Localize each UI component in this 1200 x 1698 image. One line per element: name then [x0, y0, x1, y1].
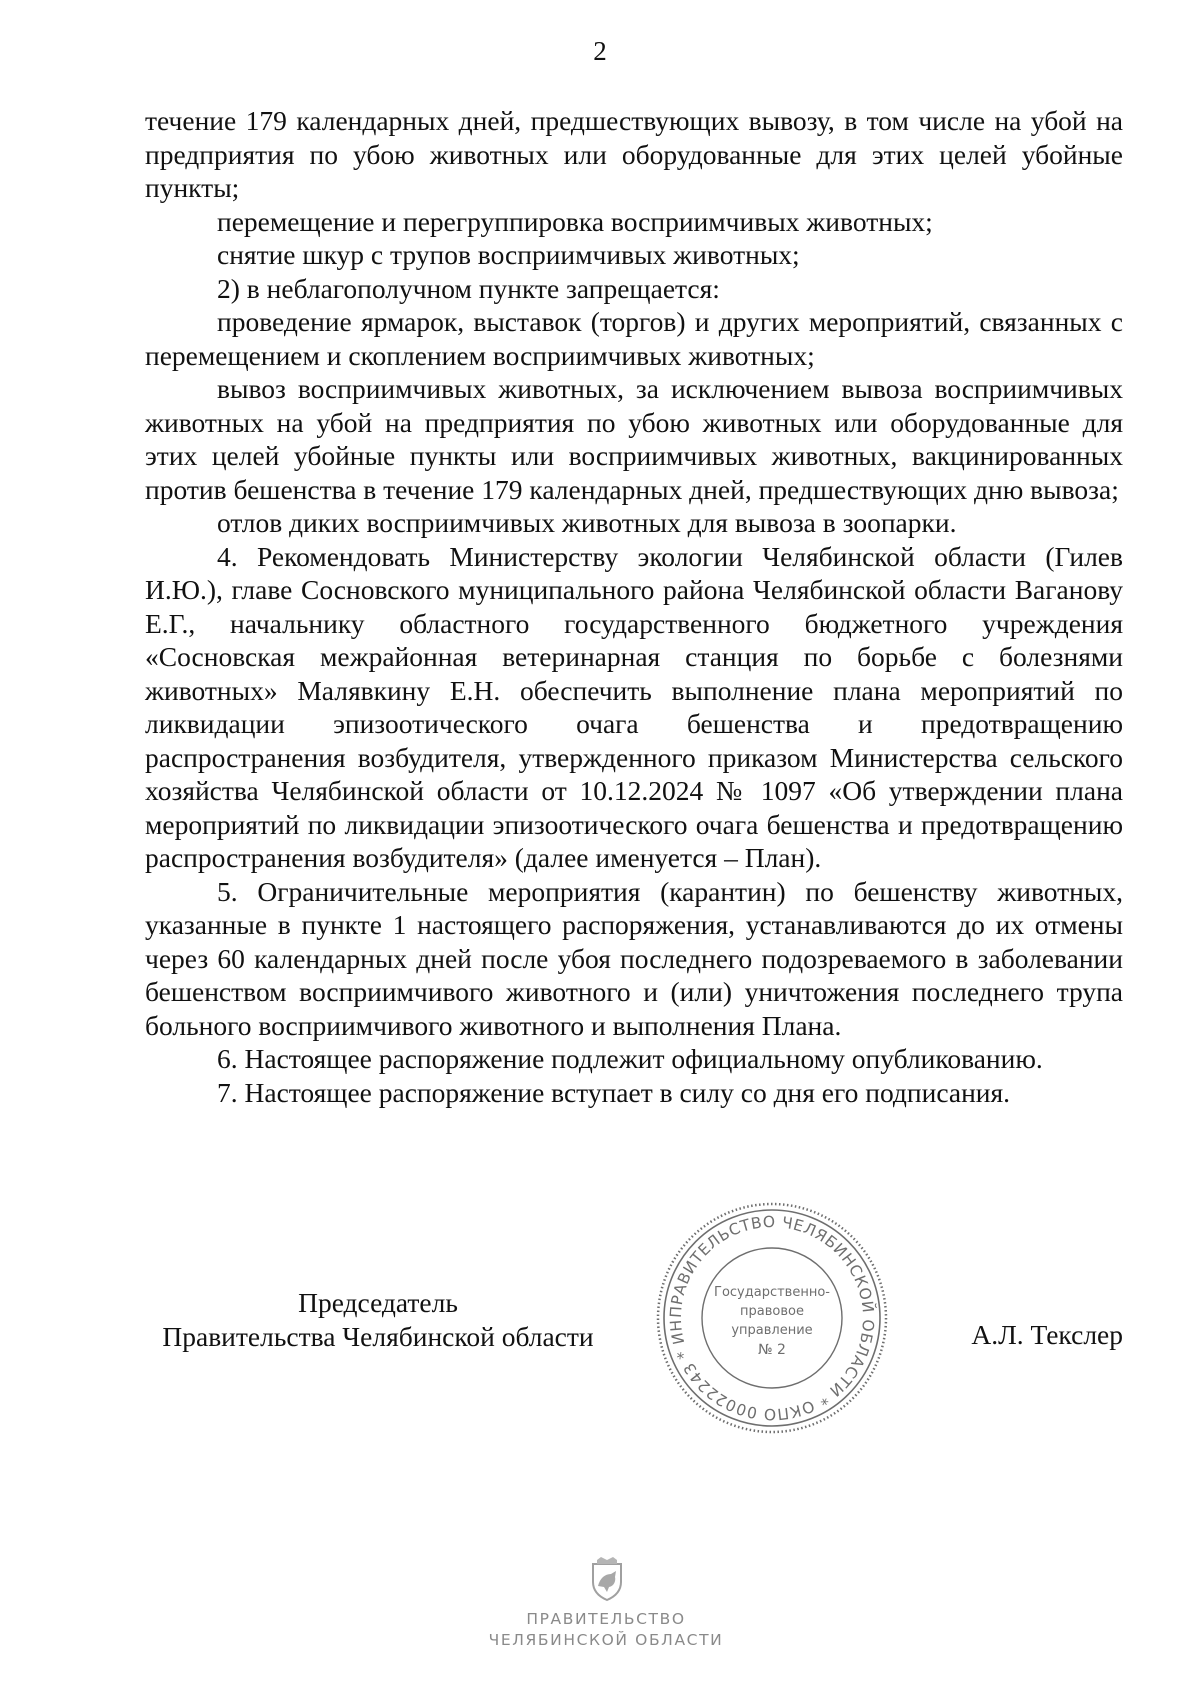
seal-center-line: управление — [731, 1323, 813, 1338]
paragraph: снятие шкур с трупов восприимчивых животных; — [217, 239, 800, 270]
position-line: Правительства Челябинской области — [162, 1321, 594, 1352]
paragraph: вывоз восприимчивых животных, за исключением вывоза восприимчивых животных на убой на предприятия по убою животных или оборудованные для этих целей убойные пункты или восприимчивых животных, вакцинированных против бешенства в течение 179 календарных дней, предшествующих дню вывоза; — [145, 373, 1123, 505]
seal-center-line: правовое — [740, 1304, 804, 1319]
footer-line: ПРАВИТЕЛЬСТВО — [526, 1610, 686, 1628]
paragraph: проведение ярмарок, выставок (торгов) и других мероприятий, связанных с перемещением и скоплением восприимчивых животных; — [145, 306, 1123, 371]
document-body — [145, 104, 1123, 1109]
paragraph: 5. Ограничительные мероприятия (карантин) по бешенству животных, указанные в пункте 1 настоящего распоряжения, устанавливаются до их отмены через 60 календарных дней после убоя последнего подозреваемого в заболевании бешенством восприимчивого животного и (или) уничтожения последнего трупа больного восприимчивого животного и выполнения Плана. — [145, 875, 1123, 1041]
seal-center-line: Государственно- — [714, 1285, 830, 1300]
paragraph: перемещение и перегруппировка восприимчивых животных; — [217, 205, 933, 237]
paragraph: течение 179 календарных дней, предшествующих вывозу, в том числе на убой на предприятия по убою животных или оборудованные для этих целей убойные пункты; — [145, 105, 1123, 203]
paragraph: 6. Настоящее распоряжение подлежит официальному опубликованию. — [217, 1043, 1043, 1074]
paragraph: 2) в неблагополучном пункте запрещается: — [217, 272, 720, 304]
paragraph: 7. Настоящее распоряжение вступает в силу со дня его подписания. — [217, 1076, 1011, 1108]
seal-ring-text: ПРАВИТЕЛЬСТВО ЧЕЛЯБИНСКОЙ ОБЛАСТИ * ОКПО 00022243 * ИН — [666, 1212, 878, 1424]
footer-line: ЧЕЛЯБИНСКОЙ ОБЛАСТИ — [488, 1631, 724, 1649]
official-seal — [652, 1198, 892, 1438]
position-line: Председатель — [298, 1287, 458, 1318]
page-number: 2 — [593, 36, 607, 66]
seal-center-line: № 2 — [758, 1342, 786, 1358]
signatory-name: А.Л. Текслер — [971, 1319, 1123, 1350]
paragraph: отлов диких восприимчивых животных для вывоза в зоопарки. — [217, 507, 957, 538]
signatory-position — [148, 1286, 608, 1354]
coat-of-arms-icon — [587, 1556, 627, 1602]
paragraph: 4. Рекомендовать Министерству экологии Челябинской области (Гилев И.Ю.), главе Сосновского муниципального района Челябинской области Ваганову Е.Г., начальнику областного государственного бюджетного учреждения «Сосновская межрайонная ветеринарная станция по борьбе с болезнями животных» Малявкину Е.Н. обеспечить выполнение плана мероприятий по ликвидации эпизоотического очага бешенства и предотвращению распространения возбудителя, утвержденного приказом Министерства сельского хозяйства Челябинской области от 10.12.2024 № 1097 «Об утверждении плана мероприятий по ликвидации эпизоотического очага бешенства и предотвращению распространения возбудителя» (далее именуется – План). — [145, 540, 1123, 873]
issuer-footer — [0, 1609, 1200, 1651]
